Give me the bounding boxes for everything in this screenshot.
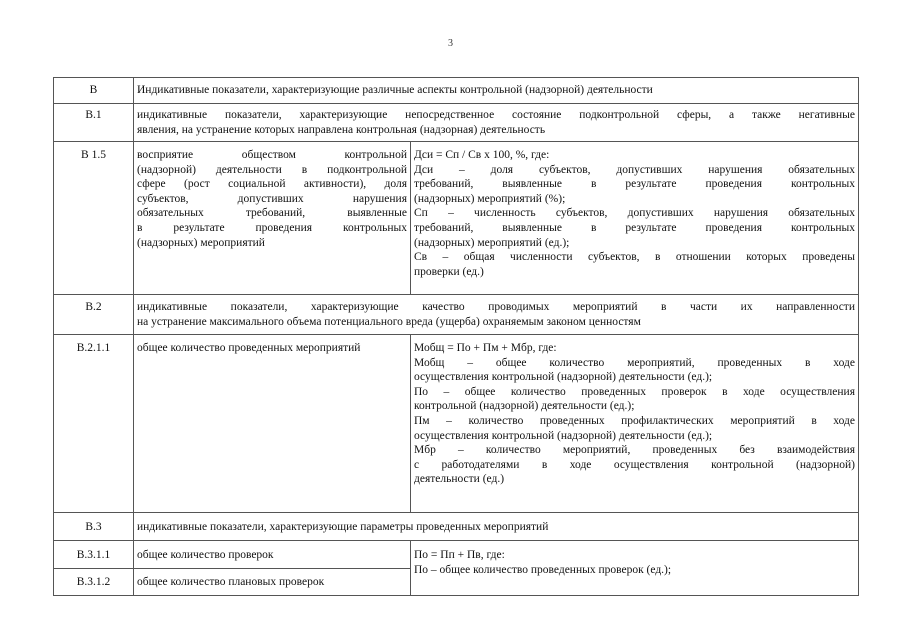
formula-line: осуществления контрольной (надзорной) деятельности (ед.);: [414, 371, 713, 384]
formula-line: По – общее количество проведенных проверок (ед.);: [414, 563, 672, 576]
row-code: В.2: [54, 295, 134, 335]
row-code: В.2.1.1: [54, 335, 134, 513]
table-row: [54, 295, 859, 335]
row-code: В 1.5: [54, 142, 134, 295]
formula-line: Св – общая численности субъектов, в отношении которых проведены: [414, 251, 855, 264]
formula-line: Дси – доля субъектов, допустивших нарушения обязательных: [414, 163, 855, 176]
indicators-table: [53, 77, 859, 596]
text-line: (надзорной) деятельности в подконтрольной: [137, 163, 407, 176]
row-heading: Индикативные показатели, характеризующие различные аспекты контрольной (надзорной) деятельности: [134, 78, 859, 104]
indicator-formula: [411, 142, 859, 295]
text-line: в результате проведения контрольных: [137, 221, 407, 234]
formula-line: контрольной (надзорной) деятельности (ед.);: [414, 400, 635, 413]
table-row: [54, 142, 859, 295]
table-row: [54, 335, 859, 513]
indicator-name: общее количество плановых проверок: [134, 569, 411, 596]
text-line: индикативные показатели, характеризующие непосредственное состояние подконтрольной сферы, а также негативные: [137, 109, 855, 121]
indicator-name: [134, 142, 411, 295]
formula-line: Мобщ – общее количество мероприятий, проведенных в ходе: [414, 356, 855, 369]
formula-line: По = Пп + Пв, где:: [414, 549, 505, 561]
table-row: [54, 104, 859, 142]
indicator-name: общее количество проверок: [134, 541, 411, 569]
formula-line: деятельности (ед.): [414, 473, 505, 486]
formula-line: требований, выявленные в результате проведения контрольных: [414, 178, 855, 191]
table-row: [54, 541, 859, 569]
formula-line: проверки (ед.): [414, 265, 484, 278]
formula-line: Мбр – количество мероприятий, проведенных без взаимодействия: [414, 444, 855, 457]
row-code: В.1: [54, 104, 134, 142]
row-heading: [134, 295, 859, 335]
text-line: субъектов, допустивших нарушения: [137, 192, 407, 205]
formula-line: Дси = Сп / Св x 100, %, где:: [414, 149, 550, 161]
indicator-name: общее количество проведенных мероприятий: [134, 335, 411, 513]
row-heading: индикативные показатели, характеризующие параметры проведенных мероприятий: [134, 513, 859, 541]
formula-line: осуществления контрольной (надзорной) деятельности (ед.);: [414, 429, 713, 442]
row-code: В: [54, 78, 134, 104]
indicator-formula: [411, 541, 859, 596]
formula-line: с работодателями в ходе осуществления контрольной (надзорной): [414, 458, 855, 471]
text-line: на устранение максимального объема потенциального вреда (ущерба) охраняемым законом ценностям: [137, 315, 641, 328]
text-line: явления, на устранение которых направлена контрольная (надзорная) деятельность: [137, 123, 546, 136]
formula-line: (надзорных) мероприятий (ед.);: [414, 236, 570, 249]
row-heading: [134, 104, 859, 142]
row-code: В.3.1.2: [54, 569, 134, 596]
formula-line: Сп – численность субъектов, допустивших нарушения обязательных: [414, 207, 855, 220]
table-row: [54, 513, 859, 541]
text-line: сфере (рост социальной активности), доля: [137, 178, 407, 191]
text-line: (надзорных) мероприятий: [137, 236, 265, 249]
formula-line: Мобщ = По + Пм + Мбр, где:: [414, 342, 557, 354]
text-line: восприятие обществом контрольной: [137, 149, 407, 161]
table-row: [54, 78, 859, 104]
formula-line: (надзорных) мероприятий (%);: [414, 192, 566, 205]
indicator-formula: [411, 335, 859, 513]
text-line: индикативные показатели, характеризующие качество проводимых мероприятий в части их направленности: [137, 301, 855, 313]
row-code: В.3.1.1: [54, 541, 134, 569]
row-code: В.3: [54, 513, 134, 541]
formula-line: По – общее количество проведенных проверок в ходе осуществления: [414, 385, 855, 398]
formula-line: Пм – количество проведенных профилактических мероприятий в ходе: [414, 414, 855, 427]
page-number: 3: [448, 38, 453, 49]
text-line: обязательных требований, выявленные: [137, 207, 407, 220]
formula-line: требований, выявленные в результате проведения контрольных: [414, 221, 855, 234]
